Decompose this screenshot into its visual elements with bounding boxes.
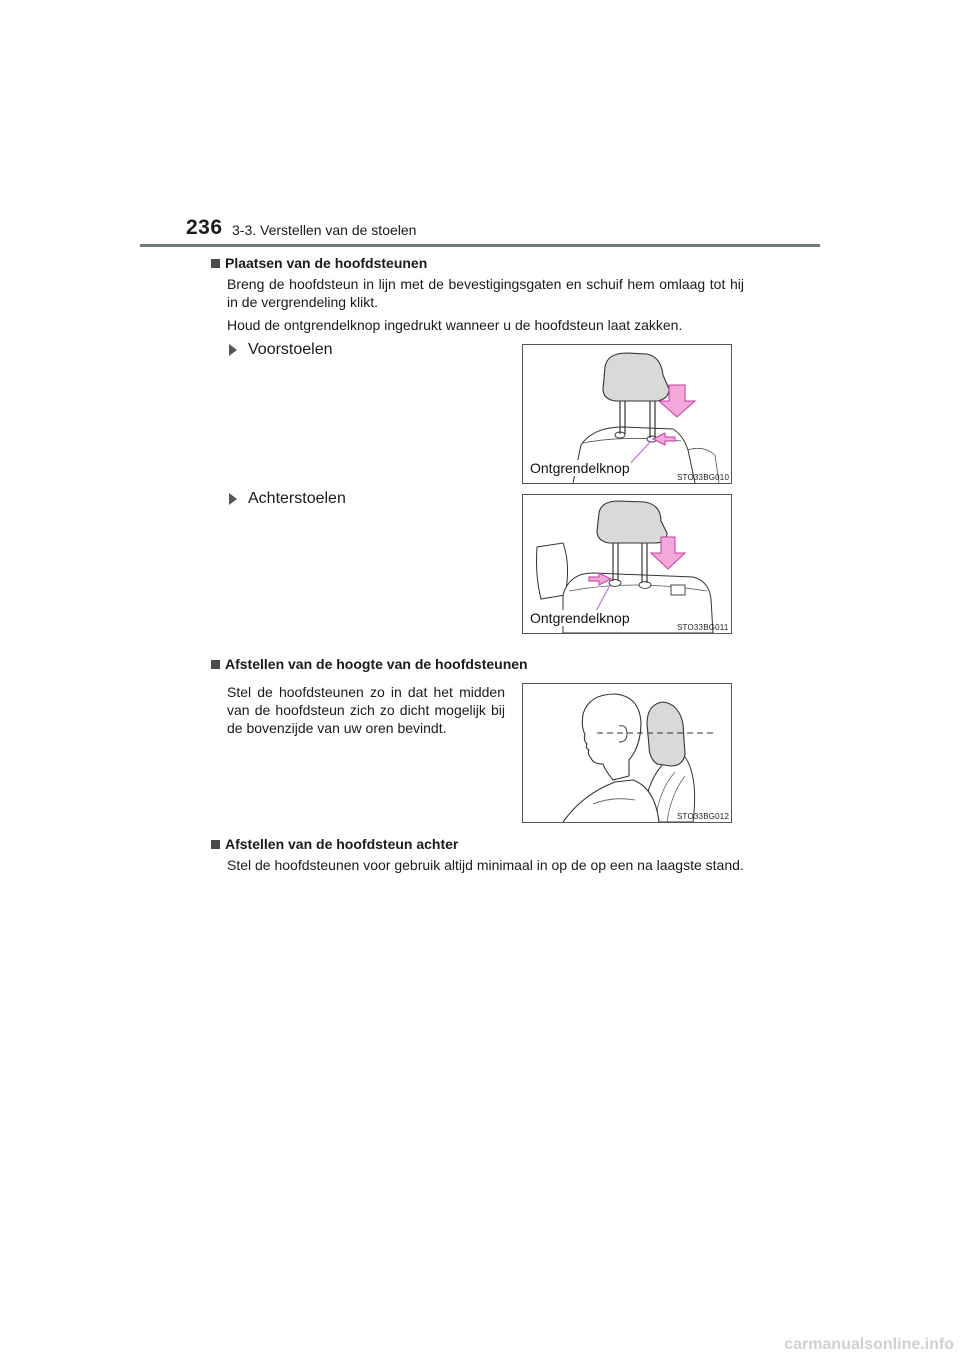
square-bullet-icon <box>211 259 220 268</box>
section-title-height <box>211 656 528 672</box>
triangle-bullet-icon <box>229 493 237 505</box>
item-label-text: Achterstoelen <box>248 490 346 507</box>
item-label-front-seats <box>229 341 333 359</box>
paragraph: Stel de hoofdsteunen voor gebruik altijd minimaal in op de op een na laagste stand. <box>227 857 744 873</box>
square-bullet-icon <box>211 840 220 849</box>
header-rule <box>140 244 820 247</box>
head-position-illustration <box>523 684 731 822</box>
square-bullet-icon <box>211 660 220 669</box>
paragraph: Breng de hoofdsteun in lijn met de bevestigingsgaten en schuif hem omlaag tot hij in de vergrendeling klikt. <box>227 276 744 310</box>
figure-front-headrest <box>522 344 732 484</box>
figure-head-position <box>522 683 732 823</box>
page-number: 236 <box>186 216 223 239</box>
figure-rear-headrest <box>522 494 732 634</box>
triangle-bullet-icon <box>229 344 237 356</box>
callout-release-button: Ontgrendelknop <box>530 460 630 476</box>
figure-code: STO33BG010 <box>677 473 730 482</box>
section-title-rear-adjust <box>211 836 458 852</box>
section-title-text: Plaatsen van de hoofdsteunen <box>225 255 428 271</box>
item-label-rear-seats <box>229 490 346 508</box>
running-head: 3-3. Verstellen van de stoelen <box>232 222 417 238</box>
watermark-logo: carmanualsonline.info <box>784 1336 954 1353</box>
section-title-text: Afstellen van de hoogte van de hoofdsteunen <box>225 656 528 672</box>
figure-code: STO33BG011 <box>677 623 729 632</box>
paragraph: Stel de hoofdsteunen zo in dat het midden van de hoofdsteun zich zo dicht mogelijk bij de bovenzijde van uw oren bevindt. <box>227 684 505 736</box>
paragraph: Houd de ontgrendelknop ingedrukt wanneer u de hoofdsteun laat zakken. <box>227 317 683 333</box>
figure-code: STO33BG012 <box>677 812 730 821</box>
section-title-text: Afstellen van de hoofdsteun achter <box>225 836 459 852</box>
section-title-placing <box>211 255 427 271</box>
callout-release-button: Ontgrendelknop <box>530 610 630 626</box>
item-label-text: Voorstoelen <box>248 341 333 358</box>
